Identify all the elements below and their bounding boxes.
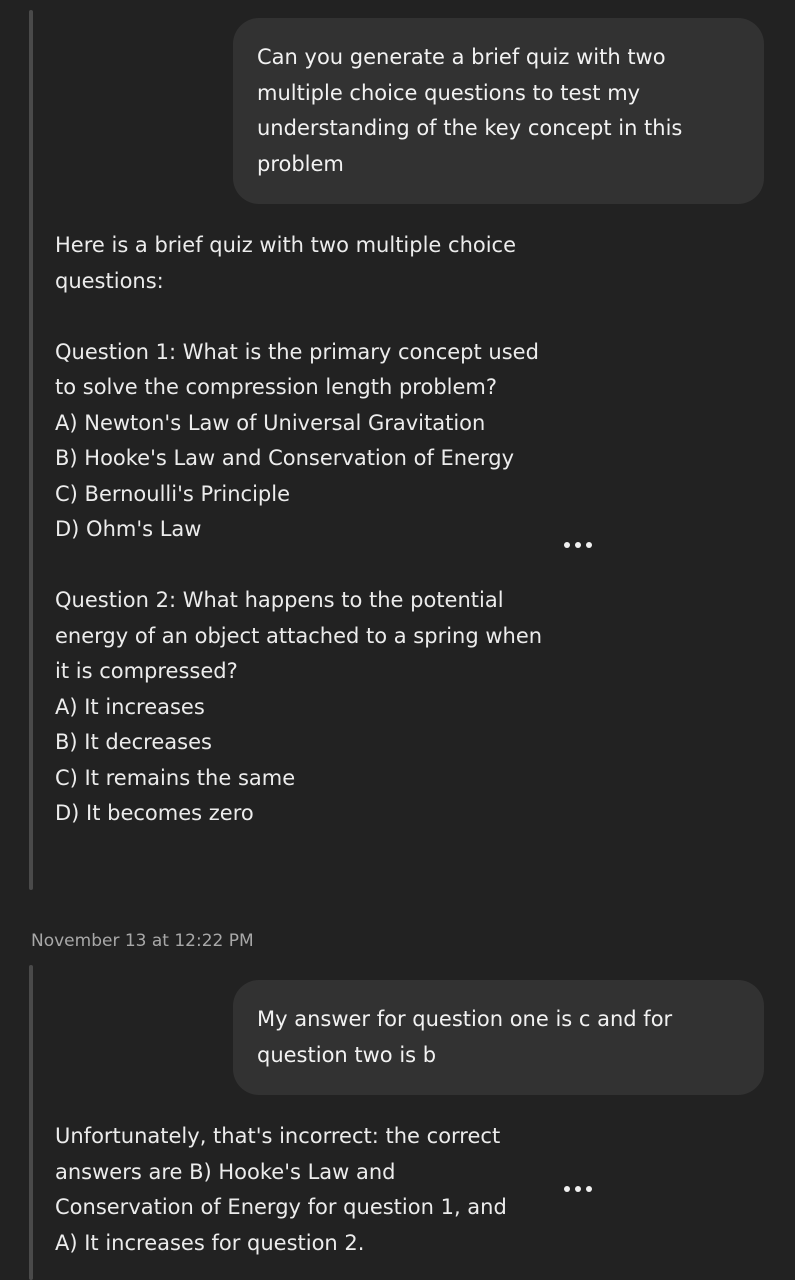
quiz-q1-option-b: B) Hooke's Law and Conservation of Energy <box>55 446 515 470</box>
thread-line-2 <box>29 965 33 1280</box>
thread-line-1 <box>29 10 33 890</box>
quiz-q1-option-a: A) Newton's Law of Universal Gravitation <box>55 410 486 435</box>
user-message-text: Can you generate a brief quiz with two multiple choice questions to test my understanding of the key concept in this problem <box>257 45 683 176</box>
quiz-question-2: Question 2: What happens to the potential energy of an object attached to a spring when it is compressed? <box>55 588 543 683</box>
user-message-bubble-2[interactable] <box>233 980 764 1095</box>
message-timestamp: November 13 at 12:22 PM <box>31 931 254 951</box>
ai-response-text: Unfortunately, that's incorrect: the correct answers are B) Hooke's Law and Conservation of Energy for question 1, and A) It increases for question 2. <box>55 1124 507 1255</box>
quiz-q2-option-a: A) It increases <box>55 694 205 719</box>
quiz-q2-option-b: B) It decreases <box>55 730 212 754</box>
quiz-q2-option-d: D) It becomes zero <box>55 801 254 825</box>
ai-response-intro: Here is a brief quiz with two multiple choice questions: <box>55 233 517 293</box>
user-message-bubble-1[interactable] <box>233 18 764 204</box>
quiz-q1-option-c: C) Bernoulli's Principle <box>55 481 291 506</box>
more-options-button-2[interactable] <box>556 1179 600 1199</box>
ai-response-2 <box>55 1119 535 1261</box>
more-options-icon <box>564 1186 570 1192</box>
quiz-q2-option-c: C) It remains the same <box>55 765 296 790</box>
user-message-text: My answer for question one is c and for question two is b <box>257 1007 673 1067</box>
more-options-button-1[interactable] <box>556 535 600 555</box>
ai-response-1 <box>55 228 545 832</box>
quiz-question-1: Question 1: What is the primary concept used to solve the compression length problem? <box>55 339 539 399</box>
quiz-q1-option-d: D) Ohm's Law <box>55 517 202 541</box>
more-options-icon <box>564 542 570 548</box>
